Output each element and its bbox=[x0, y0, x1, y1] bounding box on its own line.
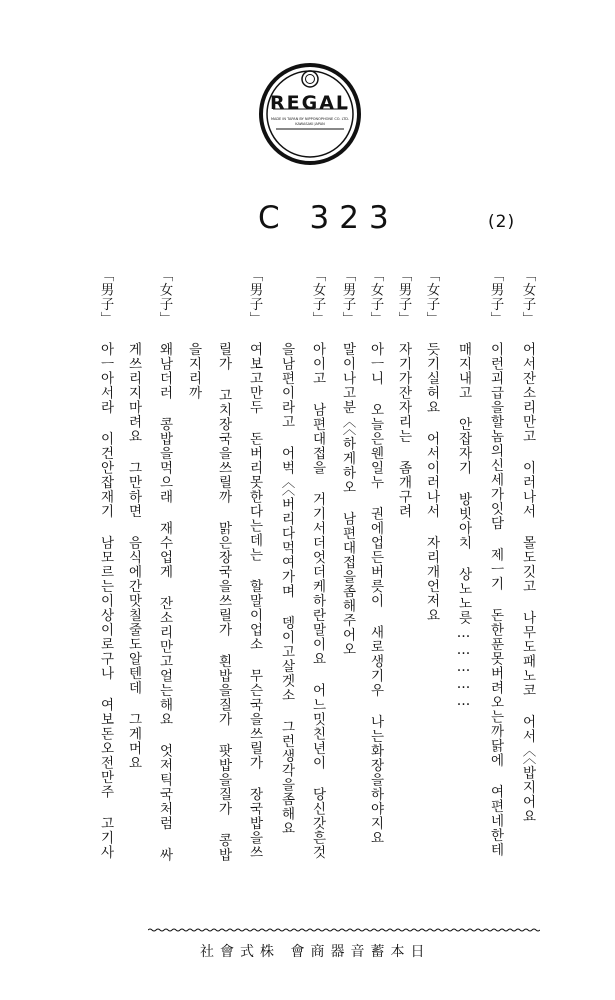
catalog-number: C 323 bbox=[258, 200, 399, 236]
logo-brand: REGAL bbox=[269, 92, 351, 114]
dialogue-text: 이런괴급을할놈의신세가잇담 제ㅡ기 돈한푼못버려오는까닭에 여편네한테 bbox=[487, 342, 504, 857]
speaker-label: 「女子」 bbox=[309, 268, 326, 326]
dialogue-column bbox=[456, 268, 470, 918]
dialogue-column bbox=[98, 268, 112, 918]
dialogue-column bbox=[368, 268, 382, 918]
speaker-label: 「男子」 bbox=[395, 268, 412, 326]
speaker-label: 「男子」 bbox=[339, 268, 356, 326]
dialogue-column bbox=[424, 268, 438, 918]
speaker-label: 「男子」 bbox=[97, 268, 114, 326]
logo-city-line: KAWASAKI JAPAN bbox=[295, 122, 325, 126]
dialogue-column bbox=[520, 268, 534, 918]
dialogue-text: 매지내고 안잡자기 방빗아치 상노노릇…………… bbox=[455, 342, 472, 710]
speaker-label: 「男子」 bbox=[487, 268, 504, 326]
dialogue-text: 말이나고분〈〈하게하오 남편대접을좀해주어오 bbox=[339, 342, 356, 657]
dialogue-column bbox=[488, 268, 502, 918]
dialogue-column bbox=[247, 268, 261, 918]
dialogue-text: 아ㅡ아서라 이건안잡재기 남모르는이상이로구나 여보돈오전만주 고기사 bbox=[97, 342, 114, 860]
dialogue-column bbox=[186, 268, 200, 918]
dialogue-text: 듯기실허요 어서이러나서 자리개언저요 bbox=[423, 342, 440, 623]
dialogue-text: 게쓰리지마려요 그만하면 음식에간맛칠줄도알텐데 그게머요 bbox=[125, 342, 142, 770]
dialogue-column bbox=[340, 268, 354, 918]
speaker-label: 「女子」 bbox=[156, 268, 173, 326]
dialogue-text: 왜남더러 콩밥을먹으래 재수업게 잔소리만고얼는해요 엇저틱국처럼 싸 bbox=[156, 342, 173, 862]
speaker-label: 「女子」 bbox=[423, 268, 440, 326]
dialogue-text: 어서잔소리만고 이러나서 몰도깃고 나무도패노코 어서〈〈밥지어요 bbox=[519, 342, 536, 824]
dialogue-column bbox=[396, 268, 410, 918]
wavy-divider bbox=[148, 928, 540, 932]
logo-ring-icon bbox=[258, 62, 362, 166]
dialogue-text: 아이고 남편대접을 거기서더엇더케하란말이요 어느밋친년이 당신갓흔것 bbox=[309, 342, 326, 860]
dialogue-text: 아ㅡ니 오늘은웬일누 권에업든버릇이 새로생기우 나는화장을하야지요 bbox=[367, 342, 384, 845]
dialogue-column bbox=[157, 268, 171, 918]
dialogue-column bbox=[216, 268, 230, 918]
dialogue-column bbox=[279, 268, 293, 918]
speaker-label: 「女子」 bbox=[367, 268, 384, 326]
dialogue-text: 릴가 고치장국을쓰릴까 맑은장국을쓰릴가 흰밥을질가 팟밥을질가 콩밥 bbox=[215, 342, 232, 862]
regal-logo bbox=[258, 62, 362, 166]
side-number: (2) bbox=[488, 212, 516, 232]
logo-maker-line: MADE IN TAPAN BY NIPPONOPHONE CO. LTD. bbox=[270, 117, 350, 121]
dialogue-text: 자기가잔자리는 좀개구려 bbox=[395, 342, 412, 519]
dialogue-column bbox=[126, 268, 140, 918]
speaker-label: 「女子」 bbox=[519, 268, 536, 326]
dialogue-text: 여보고만두 돈버리못한다는데는 할말이업소 무슨국을쓰릴가 장국밥을쓰 bbox=[246, 342, 263, 860]
speaker-label: 「男子」 bbox=[246, 268, 263, 326]
publisher-footer: 社會式株 會商器音蓄本日 bbox=[200, 944, 431, 960]
dialogue-text: 을남편이라고 어벅〈〈버리다먹여가며 뎅이고살겟소 그런생각을좀해요 bbox=[278, 342, 295, 836]
dialogue-text: 을지리까 bbox=[185, 342, 202, 400]
dialogue-column bbox=[310, 268, 324, 918]
